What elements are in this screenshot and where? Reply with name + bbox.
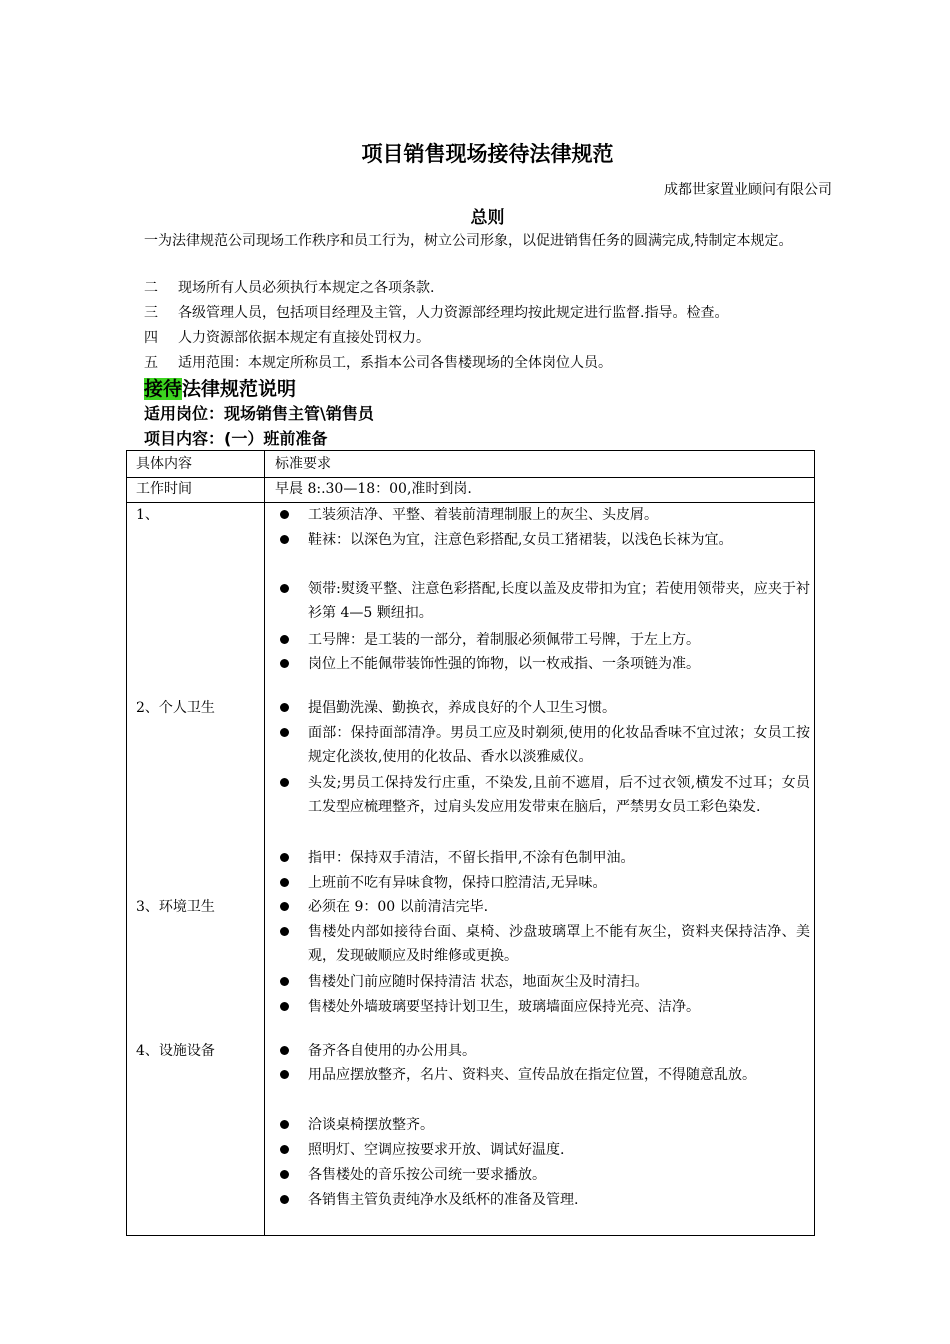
bullet-icon xyxy=(280,778,289,787)
header-col-requirement: 标准要求 xyxy=(275,456,331,472)
list-item: 各售楼处的音乐按公司统一要求播放。 xyxy=(280,1163,810,1187)
bullet-icon xyxy=(280,1120,289,1129)
bullet-icon xyxy=(280,1046,289,1055)
list-item: 售楼处内部如接待台面、桌椅、沙盘玻璃罩上不能有灰尘，资料夹保持洁净、美观，发现破顺应及时维修或更换。 xyxy=(280,920,810,968)
bullet-icon xyxy=(280,927,289,936)
bullet-icon xyxy=(280,902,289,911)
bullet-icon xyxy=(280,1170,289,1179)
general-rule-5: 五 适用范围：本规定所称员工，系指本公司各售楼现场的全体岗位人员。 xyxy=(144,355,612,371)
work-time-value: 早晨 8:.30—18：00,准时到岗. xyxy=(275,481,472,497)
bullet-icon xyxy=(280,728,289,737)
bullet-icon xyxy=(280,1002,289,1011)
bullet-icon xyxy=(280,510,289,519)
section-label: 2、个人卫生 xyxy=(136,700,215,716)
list-item: 上班前不吃有异味食物，保持口腔清洁,无异味。 xyxy=(280,871,810,895)
list-item: 售楼处外墙玻璃要坚持计划卫生，玻璃墙面应保持光亮、洁净。 xyxy=(280,995,810,1019)
applicable-positions: 适用岗位：现场销售主管\销售员 xyxy=(144,404,374,423)
list-item: 各销售主管负责纯净水及纸杯的准备及管理. xyxy=(280,1188,810,1212)
list-item: 照明灯、空调应按要求开放、调试好温度. xyxy=(280,1138,810,1162)
list-item: 鞋袜：以深色为宜，注意色彩搭配,女员工猪裙装，以浅色长袜为宜。 xyxy=(280,528,810,552)
list-item: 工号牌：是工装的一部分，着制服必须佩带工号牌，于左上方。 xyxy=(280,628,810,652)
bullet-icon xyxy=(280,977,289,986)
general-rule-2: 二 现场所有人员必须执行本规定之各项条款. xyxy=(144,280,435,296)
list-item: 必须在 9：00 以前清洁完毕. xyxy=(280,895,810,919)
bullet-icon xyxy=(280,703,289,712)
list-item: 洽谈桌椅摆放整齐。 xyxy=(280,1113,810,1137)
company-name: 成都世家置业顾问有限公司 xyxy=(664,182,832,198)
section-label: 3、环境卫生 xyxy=(136,899,215,915)
work-time-label: 工作时间 xyxy=(136,481,192,497)
list-item: 面部：保持面部清净。男员工应及时剃须,使用的化妆品香味不宜过浓；女员工按规定化淡妆,使用的化妆品、香水以淡雅威仪。 xyxy=(280,721,810,769)
list-item: 头发;男员工保持发行庄重，不染发,且前不遮眉，后不过衣领,横发不过耳；女员工发型应梳理整齐，过肩头发应用发带束在脑后，严禁男女员工彩色染发. xyxy=(280,771,810,819)
section-label: 1、 xyxy=(136,507,159,523)
list-item: 提倡勤洗澡、勤换衣，养成良好的个人卫生习惯。 xyxy=(280,696,810,720)
bullet-icon xyxy=(280,853,289,862)
document-title: 项目销售现场接待法律规范 xyxy=(361,142,614,166)
project-content-heading: 项目内容：(一）班前准备 xyxy=(144,429,328,448)
list-item: 备齐各自使用的办公用具。 xyxy=(280,1039,810,1063)
list-item: 售楼处门前应随时保持清洁 状态，地面灰尘及时清扫。 xyxy=(280,970,810,994)
bullet-icon xyxy=(280,635,289,644)
list-item: 岗位上不能佩带装饰性强的饰物，以一枚戒指、一条项链为准。 xyxy=(280,652,810,676)
standards-table xyxy=(126,450,815,1236)
bullet-icon xyxy=(280,1195,289,1204)
bullet-icon xyxy=(280,1070,289,1079)
standards-heading: 接待法律规范说明 xyxy=(144,378,297,400)
list-item: 工装须洁净、平整、着装前清理制服上的灰尘、头皮屑。 xyxy=(280,503,810,527)
section-label: 4、设施设备 xyxy=(136,1043,215,1059)
list-item: 用品应摆放整齐，名片、资料夹、宣传品放在指定位置，不得随意乱放。 xyxy=(280,1063,810,1087)
list-item: 指甲：保持双手清洁，不留长指甲,不涂有色制甲油。 xyxy=(280,846,810,870)
general-rule-4: 四 人力资源部依据本规定有直接处罚权力。 xyxy=(144,330,430,346)
bullet-icon xyxy=(280,878,289,887)
general-rule-3: 三 各级管理人员，包括项目经理及主管，人力资源部经理均按此规定进行监督.指导。检查。 xyxy=(144,305,729,321)
bullet-icon xyxy=(280,1145,289,1154)
bullet-icon xyxy=(280,535,289,544)
column-divider xyxy=(264,451,265,1235)
header-col-content: 具体内容 xyxy=(136,456,192,472)
section-title: 总则 xyxy=(470,208,505,228)
general-rule-1: 一为法律规范公司现场工作秩序和员工行为，树立公司形象，以促进销售任务的圆满完成,特制定本规定。 xyxy=(144,233,793,249)
highlighted-text: 接待 xyxy=(144,378,183,400)
bullet-icon xyxy=(280,584,289,593)
list-item: 领带:熨烫平整、注意色彩搭配,长度以盖及皮带扣为宜；若使用领带夹，应夹于衬衫第 4—5 颗纽扣。 xyxy=(280,577,810,625)
bullet-icon xyxy=(280,659,289,668)
